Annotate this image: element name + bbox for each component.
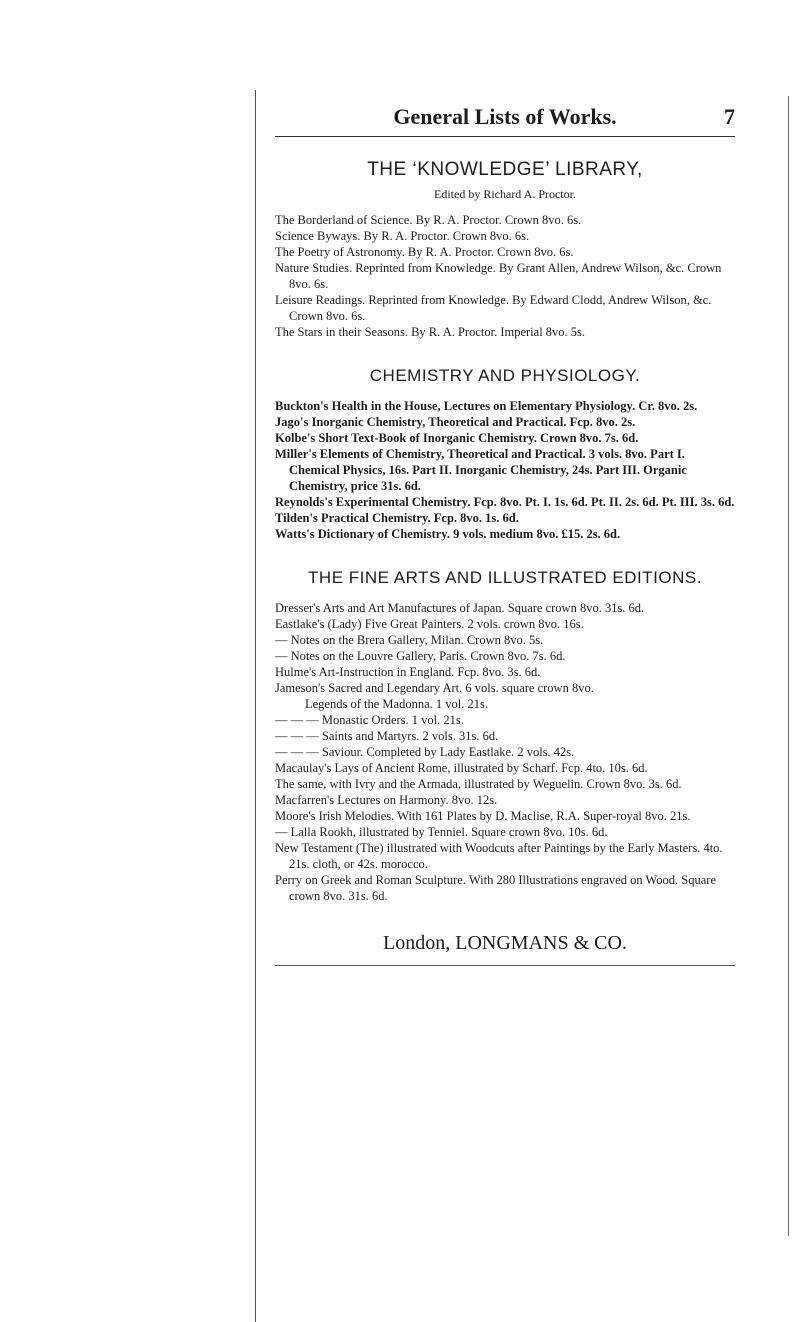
list-item: Perry on Greek and Roman Sculpture. With 280 Illustrations engraved on Wood. Square crown 8vo. 31s. 6d. (275, 873, 716, 903)
library-title: THE ‘KNOWLEDGE’ LIBRARY, (367, 159, 643, 180)
list-item: — — — Saints and Martyrs. 2 vols. 31s. 6d. (275, 729, 499, 743)
list-item: Watts's Dictionary of Chemistry. 9 vols. medium 8vo. £15. 2s. 6d. (275, 527, 621, 541)
list-item: — Notes on the Louvre Gallery, Paris. Crown 8vo. 7s. 6d. (275, 649, 566, 663)
list-item: Moore's Irish Melodies. With 161 Plates by D. Maclise, R.A. Super-royal 8vo. 21s. (275, 809, 691, 823)
list-item: — Notes on the Brera Gallery, Milan. Crown 8vo. 5s. (275, 633, 544, 647)
list-item: The Borderland of Science. By R. A. Proctor. Crown 8vo. 6s. (275, 213, 582, 227)
fine-arts-section-title: THE FINE ARTS AND ILLUSTRATED EDITIONS. (308, 568, 702, 587)
list-item: Tilden's Practical Chemistry. Fcp. 8vo. 1s. 6d. (275, 511, 519, 525)
knowledge-list (275, 212, 735, 340)
running-head-title: General Lists of Works. (393, 104, 617, 129)
list-item: Miller's Elements of Chemistry, Theoretical and Practical. 3 vols. 8vo. Part I. Chemical Physics, 16s. Part II. Inorganic Chemistry, 24s. Part III. Organic Chemistry, price 31s. 6d. (275, 447, 687, 493)
list-item: Science Byways. By R. A. Proctor. Crown 8vo. 6s. (275, 229, 530, 243)
list-item: The same, with Ivry and the Armada, illustrated by Weguelin. Crown 8vo. 3s. 6d. (275, 777, 682, 791)
list-item: The Stars in their Seasons. By R. A. Proctor. Imperial 8vo. 5s. (275, 325, 586, 339)
list-item: Macaulay's Lays of Ancient Rome, illustrated by Scharf. Fcp. 4to. 10s. 6d. (275, 761, 648, 775)
list-item: Kolbe's Short Text-Book of Inorganic Chemistry. Crown 8vo. 7s. 6d. (275, 431, 639, 445)
list-item: Legends of the Madonna. 1 vol. 21s. (305, 697, 488, 711)
list-item: Reynolds's Experimental Chemistry. Fcp. 8vo. Pt. I. 1s. 6d. Pt. II. 2s. 6d. Pt. III. 3s. 6d. (275, 495, 735, 509)
list-item: Dresser's Arts and Art Manufactures of Japan. Square crown 8vo. 31s. 6d. (275, 601, 645, 615)
library-editor: Edited by Richard A. Proctor. (434, 187, 576, 201)
list-item: Leisure Readings. Reprinted from Knowledge. By Edward Clodd, Andrew Wilson, &c. Crown 8vo. 6s. (275, 293, 712, 323)
list-item: Macfarren's Lectures on Harmony. 8vo. 12s. (275, 793, 498, 807)
list-item: Eastlake's (Lady) Five Great Painters. 2 vols. crown 8vo. 16s. (275, 617, 584, 631)
running-head (275, 104, 735, 137)
list-item: Jago's Inorganic Chemistry, Theoretical and Practical. Fcp. 8vo. 2s. (275, 415, 636, 429)
publisher-imprint: London, LONGMANS & CO. (275, 932, 735, 966)
page-number: 7 (724, 104, 735, 129)
fine-arts-list (275, 600, 735, 904)
page-content (275, 104, 735, 966)
page-edge-left (255, 90, 256, 1322)
list-item: — — — Monastic Orders. 1 vol. 21s. (275, 713, 464, 727)
list-item: New Testament (The) illustrated with Woodcuts after Paintings by the Early Masters. 4to. 21s. cloth, or 42s. morocco. (275, 841, 723, 871)
list-item: The Poetry of Astronomy. By R. A. Proctor. Crown 8vo. 6s. (275, 245, 574, 259)
list-item: — Lalla Rookh, illustrated by Tenniel. Square crown 8vo. 10s. 6d. (275, 825, 608, 839)
list-item: Buckton's Health in the House, Lectures on Elementary Physiology. Cr. 8vo. 2s. (275, 399, 698, 413)
list-item: Jameson's Sacred and Legendary Art. 6 vols. square crown 8vo. (275, 681, 594, 695)
list-item: Nature Studies. Reprinted from Knowledge. By Grant Allen, Andrew Wilson, &c. Crown 8vo. 6s. (275, 261, 722, 291)
chemistry-section-title: CHEMISTRY AND PHYSIOLOGY. (369, 366, 641, 385)
page-edge-right (788, 96, 789, 1236)
chemistry-list (275, 398, 735, 542)
list-item: Hulme's Art-Instruction in England. Fcp. 8vo. 3s. 6d. (275, 665, 541, 679)
list-item: — — — Saviour. Completed by Lady Eastlake. 2 vols. 42s. (275, 745, 575, 759)
